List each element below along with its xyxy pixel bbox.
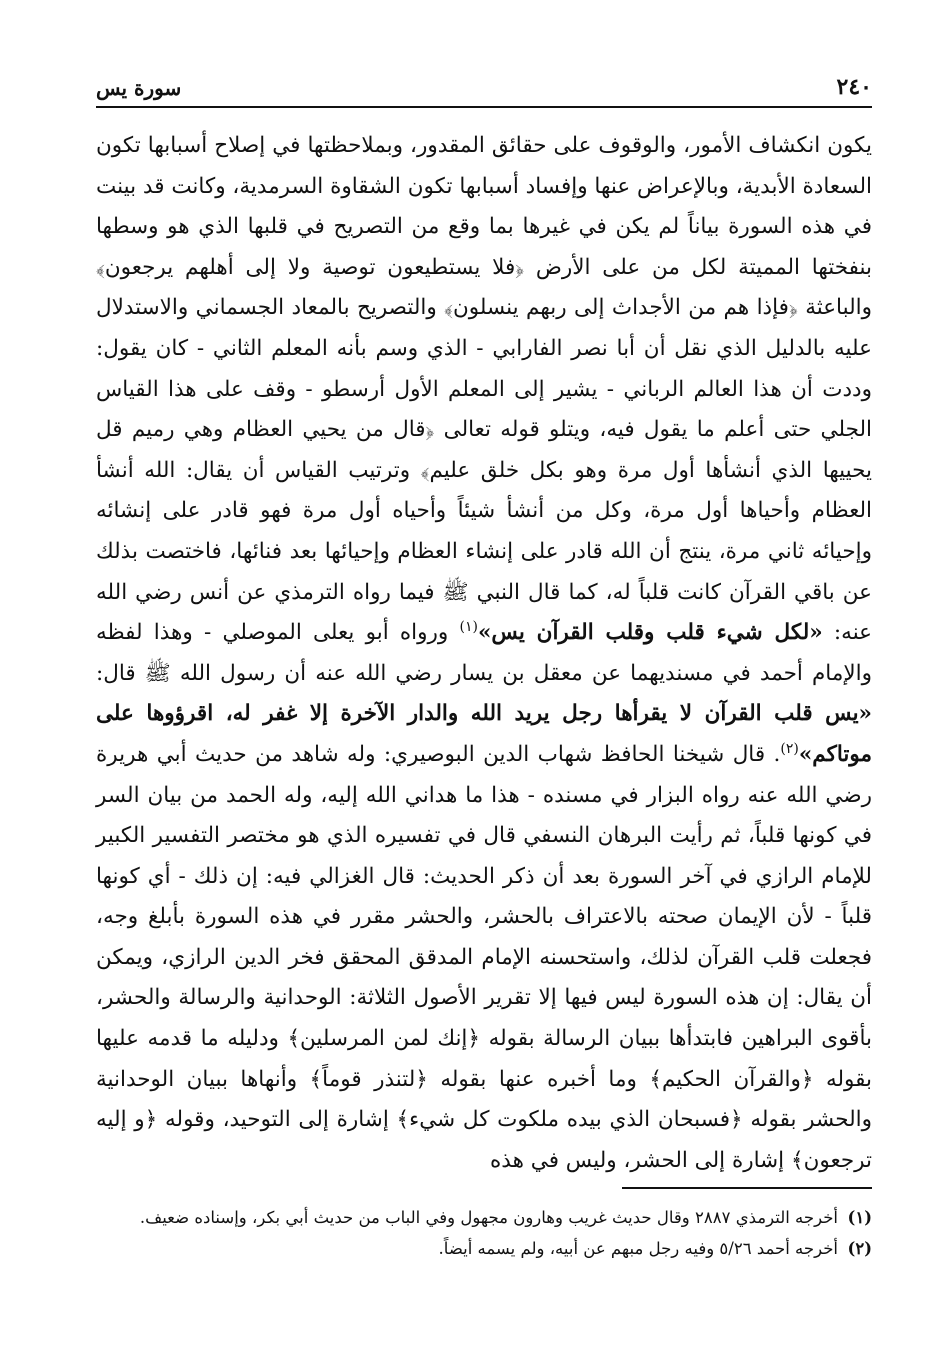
surah-title: سورة يس xyxy=(96,76,182,100)
header-divider xyxy=(96,106,872,108)
main-text xyxy=(96,126,872,1181)
footnote-number: (١) xyxy=(847,1208,872,1227)
footnotes xyxy=(96,1202,872,1264)
footnote-item xyxy=(96,1202,872,1233)
book-page xyxy=(96,60,872,1330)
footnote-divider xyxy=(622,1187,872,1189)
body-segment-3: . قال شيخنا الحافظ شهاب الدين البوصيري: وله شاهد من حديث أبي هريرة رضي الله عنه رواه البزار في مسنده - هذا ما هداني الله إليه، وله الحمد من بيان السر في كونها قلباً، ثم رأيت البرهان النسفي قال في تفسيره الذي هو مختصر التفسير الكبير للإمام الرازي في آخر السورة بعد أن ذكر الحديث: قال الغزالي فيه: إن ذلك - أي كونها قلباً - لأن الإيمان صحته بالاعتراف بالحشر، والحشر مقرر في هذه السورة بأبلغ وجه، فجعلت قلب القرآن لذلك، واستحسنه الإمام المدقق المحقق فخر الدين الرازي، ويمكن أن يقال: إن هذه السورة ليس فيها إلا تقرير الأصول الثلاثة: الوحدانية والرسالة والحشر، بأقوى البراهين فابتدأها ببيان الرسالة بقوله ﴿إنك لمن المرسلين﴾ ودليله ما قدمه عليها بقوله ﴿والقرآن الحكيم﴾ وما أخبره عنها بقوله ﴿لتنذر قوماً﴾ وأنهاها ببيان الوحدانية والحشر بقوله ﴿فسبحان الذي بيده ملكوت كل شيء﴾ إشارة إلى التوحيد، وقوله ﴿و إليه ترجعون﴾ إشارة إلى الحشر، وليس في هذه xyxy=(96,741,872,1173)
footnote-text: أخرجه أحمد ٥/٢٦ وفيه رجل مبهم عن أبيه، ولم يسمه أيضاً. xyxy=(438,1239,838,1258)
footnote-ref-1[interactable]: (١) xyxy=(459,618,478,635)
hadith-quote-1: «لكل شيء قلب وقلب القرآن يس» xyxy=(477,620,823,646)
footnote-ref-2[interactable]: (٢) xyxy=(780,740,799,757)
body-segment-2: ورواه أبو يعلى الموصلي - وهذا لفظه والإمام أحمد في مسنديهما عن معقل بن يسار رضي الله عنه أن رسول الله ﷺ قال: xyxy=(96,620,872,686)
hadith-quote-2: «يس قلب القرآن لا يقرأها رجل يريد الله والدار الآخرة إلا غفر له، اقرؤوها على موتاكم» xyxy=(96,701,872,767)
footnote-item xyxy=(96,1233,872,1264)
running-header xyxy=(96,60,872,100)
page-number: ٢٤٠ xyxy=(836,74,872,100)
footnote-number: (٢) xyxy=(847,1239,872,1258)
body-segment-1: يكون انكشاف الأمور، والوقوف على حقائق المقدور، وبملاحظتها في إصلاح أسبابها تكون السعادة الأبدية، وبالإعراض عنها وإفساد أسبابها تكون الشقاوة السرمدية، وكانت قد بينت في هذه السورة بياناً لم يكن في غيرها بما وقع من التصريح في قلبها الذي هو وسطها بنفختها المميتة لكل من على الأرض ﴿فلا يستطيعون توصية ولا إلى أهلهم يرجعون﴾ والباعثة ﴿فإذا هم من الأجداث إلى ربهم ينسلون﴾ والتصريح بالمعاد الجسماني والاستدلال عليه بالدليل الذي نقل أن أبا نصر الفارابي - الذي وسم بأنه المعلم الثاني - كان يقول: وددت أن هذا العالم الرباني - يشير إلى المعلم الأول أرسطو - وقف على هذا القياس الجلي حتى أعلم ما يقول فيه، ويتلو قوله تعالى ﴿قال من يحيي العظام وهي رميم قل يحييها الذي أنشأها أول مرة وهو بكل خلق عليم﴾ وترتيب القياس أن يقال: الله أنشأ العظام وأحياها أول مرة، وكل من أنشأ شيئاً وأحياه أول مرة فهو قادر على إنشائه وإحيائه ثاني مرة، ينتج أن الله قادر على إنشاء العظام وإحيائها بعد فنائها، فاختصت بذلك عن باقي القرآن كانت قلباً له، كما قال النبي ﷺ فيما رواه الترمذي عن أنس رضي الله عنه: xyxy=(96,133,873,646)
body-paragraph xyxy=(96,126,872,1181)
footnote-text: أخرجه الترمذي ٢٨٨٧ وقال حديث غريب وهارون مجهول وفي الباب من حديث أبي بكر، وإسناده ضعيف. xyxy=(139,1208,838,1227)
